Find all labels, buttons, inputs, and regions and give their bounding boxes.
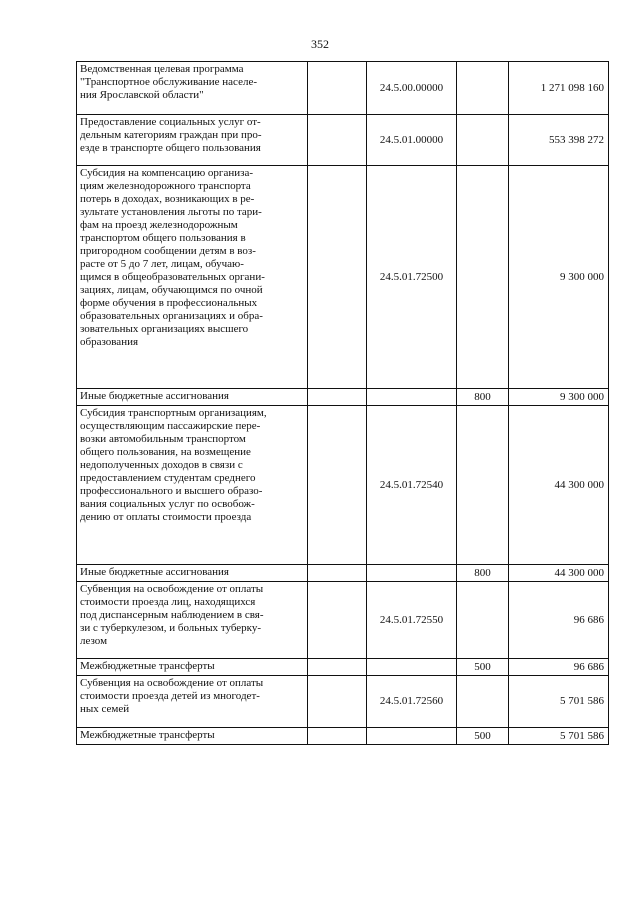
row-name: Иные бюджетные ассигнования: [77, 389, 308, 406]
row-code: 24.5.01.72500: [367, 166, 457, 389]
row-code: 24.5.01.72540: [367, 406, 457, 565]
row-blank: [308, 728, 367, 745]
row-kind: [457, 406, 509, 565]
page-number: 352: [311, 37, 329, 51]
row-name: Ведомственная целевая программа "Транспортное обслуживание населе- ния Ярославской области": [77, 62, 308, 115]
table-row: [77, 565, 609, 582]
row-amount: 96 686: [509, 582, 609, 659]
row-code: 24.5.01.00000: [367, 115, 457, 166]
row-code: [367, 389, 457, 406]
row-amount: 9 300 000: [509, 166, 609, 389]
row-blank: [308, 389, 367, 406]
row-name: Предоставление социальных услуг от- дельным категориям граждан при про- езде в транспорте общего пользования: [77, 115, 308, 166]
row-amount: 44 300 000: [509, 565, 609, 582]
row-kind: 800: [457, 565, 509, 582]
row-blank: [308, 659, 367, 676]
row-name: Субвенция на освобождение от оплаты стоимости проезда детей из многодет- ных семей: [77, 676, 308, 728]
row-kind: [457, 582, 509, 659]
table-row: [77, 389, 609, 406]
row-name: Межбюджетные трансферты: [77, 728, 308, 745]
row-blank: [308, 676, 367, 728]
row-amount: 44 300 000: [509, 406, 609, 565]
row-kind: [457, 62, 509, 115]
row-blank: [308, 115, 367, 166]
budget-table: [76, 61, 609, 745]
row-code: [367, 728, 457, 745]
row-kind: 800: [457, 389, 509, 406]
row-code: 24.5.01.72550: [367, 582, 457, 659]
row-kind: [457, 115, 509, 166]
row-amount: 5 701 586: [509, 728, 609, 745]
row-name: Субсидия на компенсацию организа- циям железнодорожного транспорта потерь в доходах, возникающих в ре- зультате установления льготы по тари- фам на проезд железнодорожным транспортом общего пользования в пригородном сообщении детям в воз- расте от 5 до 7 лет, лицам, обучаю- щимся в общеобразовательных органи- зациях, лицам, обучающимся по очной форме обучения в профессиональных образовательных организациях и обра- зовательных организациях высшего образования: [77, 166, 308, 389]
table-row: [77, 676, 609, 728]
row-amount: 5 701 586: [509, 676, 609, 728]
row-amount: 9 300 000: [509, 389, 609, 406]
row-name: Субсидия транспортным организациям, осуществляющим пассажирские пере- возки автомобильным транспортом общего пользования, на возмещение недополученных доходов в связи с предоставлением студентам среднего профессионального и высшего образо- вания социальных услуг по освобож- дению от оплаты стоимости проезда: [77, 406, 308, 565]
row-kind: 500: [457, 659, 509, 676]
row-blank: [308, 62, 367, 115]
row-name: Межбюджетные трансферты: [77, 659, 308, 676]
row-kind: [457, 676, 509, 728]
row-name: Субвенция на освобождение от оплаты стоимости проезда лиц, находящихся под диспансерным наблюдением в свя- зи с туберкулезом, и больных туберку- лезом: [77, 582, 308, 659]
row-name: Иные бюджетные ассигнования: [77, 565, 308, 582]
table-row: [77, 582, 609, 659]
row-blank: [308, 166, 367, 389]
row-code: [367, 565, 457, 582]
row-amount: 1 271 098 160: [509, 62, 609, 115]
row-blank: [308, 406, 367, 565]
row-kind: [457, 166, 509, 389]
table-row: [77, 62, 609, 115]
table-row: [77, 406, 609, 565]
row-blank: [308, 565, 367, 582]
table-row: [77, 115, 609, 166]
table-row: [77, 659, 609, 676]
row-code: 24.5.00.00000: [367, 62, 457, 115]
table-row: [77, 166, 609, 389]
row-amount: 96 686: [509, 659, 609, 676]
row-amount: 553 398 272: [509, 115, 609, 166]
row-kind: 500: [457, 728, 509, 745]
row-code: 24.5.01.72560: [367, 676, 457, 728]
table-row: [77, 728, 609, 745]
row-blank: [308, 582, 367, 659]
row-code: [367, 659, 457, 676]
